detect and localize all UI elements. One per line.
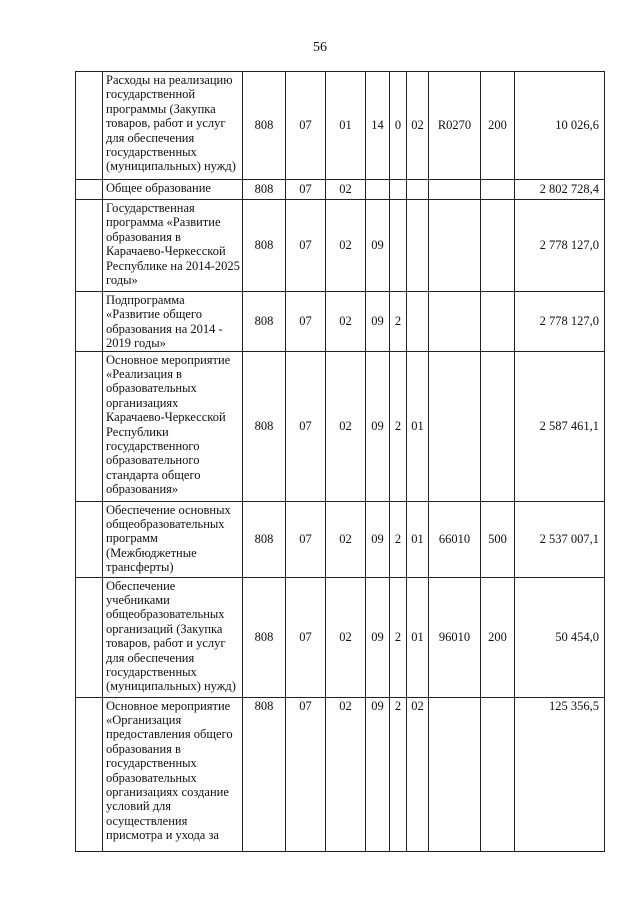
row-description: Подпрограмма «Развитие общего образования на 2014 - 2019 годы» (103, 292, 243, 352)
code-program: 09 (366, 577, 390, 697)
code-activity: 01 (407, 501, 429, 577)
blank-cell (76, 697, 103, 851)
code-section: 07 (286, 577, 326, 697)
code-subprogram (390, 180, 407, 200)
code-direction (429, 180, 481, 200)
code-ministry: 808 (243, 351, 286, 501)
code-program: 09 (366, 292, 390, 352)
blank-cell (76, 351, 103, 501)
table-row (76, 200, 605, 292)
code-ministry: 808 (243, 180, 286, 200)
code-subsection: 02 (326, 351, 366, 501)
row-description: Расходы на реализацию государственной программы (Закупка товаров, работ и услуг для обеспечения государственных (муниципальных) нужд) (103, 72, 243, 180)
code-subsection: 01 (326, 72, 366, 180)
code-activity: 01 (407, 577, 429, 697)
row-amount: 2 778 127,0 (515, 200, 605, 292)
code-program: 09 (366, 200, 390, 292)
code-ministry: 808 (243, 292, 286, 352)
row-amount: 2 778 127,0 (515, 292, 605, 352)
code-subprogram (390, 200, 407, 292)
code-subsection: 02 (326, 577, 366, 697)
row-amount: 50 454,0 (515, 577, 605, 697)
table-row (76, 351, 605, 501)
code-section: 07 (286, 180, 326, 200)
code-subprogram: 2 (390, 292, 407, 352)
code-activity: 01 (407, 351, 429, 501)
code-expense-type: 500 (481, 501, 515, 577)
code-direction: R0270 (429, 72, 481, 180)
code-activity (407, 180, 429, 200)
code-expense-type (481, 697, 515, 851)
page-number: 56 (313, 40, 327, 55)
code-direction: 66010 (429, 501, 481, 577)
row-amount: 2 587 461,1 (515, 351, 605, 501)
code-subprogram: 2 (390, 501, 407, 577)
code-program: 09 (366, 697, 390, 851)
code-ministry: 808 (243, 200, 286, 292)
code-subprogram: 0 (390, 72, 407, 180)
row-amount: 2 537 007,1 (515, 501, 605, 577)
table-row (76, 292, 605, 352)
code-section: 07 (286, 200, 326, 292)
blank-cell (76, 292, 103, 352)
blank-cell (76, 577, 103, 697)
code-program: 14 (366, 72, 390, 180)
code-direction (429, 200, 481, 292)
code-ministry: 808 (243, 697, 286, 851)
code-section: 07 (286, 697, 326, 851)
code-subsection: 02 (326, 697, 366, 851)
table-row (76, 72, 605, 180)
table-row (76, 577, 605, 697)
code-program: 09 (366, 351, 390, 501)
row-description: Общее образование (103, 180, 243, 200)
code-section: 07 (286, 292, 326, 352)
row-description: Обеспечение основных общеобразовательных программ (Межбюджетные трансферты) (103, 501, 243, 577)
code-ministry: 808 (243, 577, 286, 697)
code-expense-type (481, 180, 515, 200)
row-description: Государственная программа «Развитие образования в Карачаево-Черкесской Республике на 2014-2025 годы» (103, 200, 243, 292)
code-expense-type (481, 351, 515, 501)
code-expense-type: 200 (481, 72, 515, 180)
row-description: Основное мероприятие «Организация предоставления общего образования в государственных образовательных организациях создание условий для осуществления присмотра и ухода за (103, 697, 243, 851)
row-amount: 125 356,5 (515, 697, 605, 851)
blank-cell (76, 180, 103, 200)
table-row (76, 180, 605, 200)
code-section: 07 (286, 72, 326, 180)
budget-table (75, 71, 605, 852)
code-direction (429, 697, 481, 851)
code-direction (429, 351, 481, 501)
code-subsection: 02 (326, 292, 366, 352)
table-row (76, 697, 605, 851)
code-expense-type (481, 200, 515, 292)
code-activity: 02 (407, 72, 429, 180)
code-expense-type: 200 (481, 577, 515, 697)
code-subprogram: 2 (390, 577, 407, 697)
code-ministry: 808 (243, 501, 286, 577)
code-direction (429, 292, 481, 352)
code-activity: 02 (407, 697, 429, 851)
code-program (366, 180, 390, 200)
code-expense-type (481, 292, 515, 352)
code-section: 07 (286, 501, 326, 577)
code-subsection: 02 (326, 180, 366, 200)
blank-cell (76, 200, 103, 292)
table-row (76, 501, 605, 577)
row-description: Основное мероприятие «Реализация в образовательных организациях Карачаево-Черкесской Республики государственного образовательного стандарта общего образования» (103, 351, 243, 501)
blank-cell (76, 72, 103, 180)
row-amount: 2 802 728,4 (515, 180, 605, 200)
code-activity (407, 292, 429, 352)
code-ministry: 808 (243, 72, 286, 180)
row-amount: 10 026,6 (515, 72, 605, 180)
blank-cell (76, 501, 103, 577)
row-description: Обеспечение учебниками общеобразовательных организаций (Закупка товаров, работ и услуг для обеспечения государственных (муниципальных) нужд) (103, 577, 243, 697)
code-subprogram: 2 (390, 351, 407, 501)
code-program: 09 (366, 501, 390, 577)
code-subsection: 02 (326, 200, 366, 292)
code-subsection: 02 (326, 501, 366, 577)
code-subprogram: 2 (390, 697, 407, 851)
code-direction: 96010 (429, 577, 481, 697)
code-section: 07 (286, 351, 326, 501)
code-activity (407, 200, 429, 292)
